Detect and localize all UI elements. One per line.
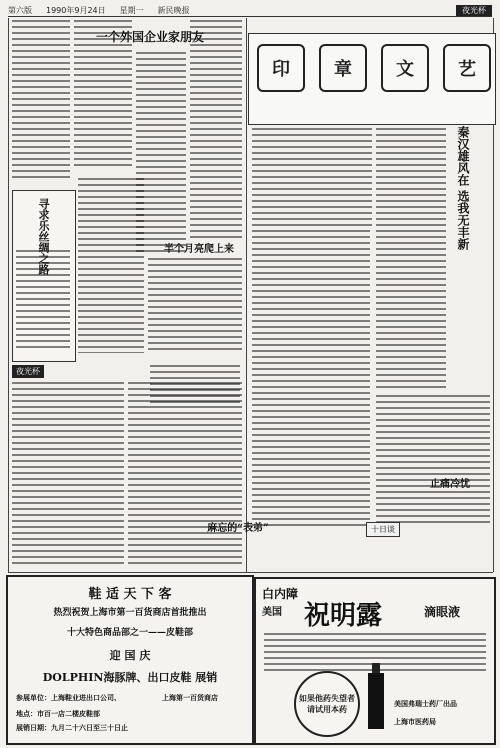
shoe-ad-unit1: 参展单位：上海鞋业进出口公司、	[16, 693, 121, 702]
column-1-text-top	[12, 20, 70, 180]
bottle-icon	[368, 673, 384, 729]
column-tag: 夜光杯	[12, 365, 44, 378]
article-title-2: 半个月亮爬上来	[164, 244, 234, 255]
seal-art-panel	[248, 33, 496, 125]
right-middle-text-1	[252, 128, 372, 226]
shoe-ad-address: 地点：市百一店二楼皮鞋部	[16, 709, 100, 718]
bottle-cap-icon	[372, 663, 380, 673]
article-title-3: 麻忘的“表弟”	[207, 523, 269, 534]
weekday: 星期一	[119, 5, 144, 15]
eye-ad-tag: 滴眼液	[424, 605, 461, 619]
seal-stamp-2: 章	[319, 44, 367, 92]
center-rule	[246, 18, 247, 572]
left-bottom-text-1	[12, 382, 124, 567]
left-margin-rule	[8, 18, 9, 572]
shoe-ad-unit2: 上海第一百货商店	[162, 693, 218, 702]
shoe-ad-line1: 热烈祝贺上海市第一百货商店首批推出	[53, 608, 207, 618]
column-name: 夜光杯	[456, 5, 492, 16]
ad-top-rule	[8, 572, 493, 573]
eye-ad-sub: 美国	[262, 607, 282, 618]
sidebar-text	[16, 250, 70, 352]
shoe-ad	[6, 575, 254, 745]
eye-ad-brand2: 祝明露	[304, 601, 383, 631]
issue-date: 1990年9月24日	[46, 5, 106, 15]
eye-ad-footer: 上海市医药局	[394, 717, 436, 726]
eye-ad-brand1: 白内障	[262, 587, 299, 601]
top-bar	[8, 4, 492, 17]
shoe-ad-line3: 迎 国 庆	[109, 649, 151, 662]
left-bottom-text-2	[128, 382, 242, 567]
shoe-ad-title: 鞋 适 天 下 客	[88, 587, 172, 602]
seal-stamp-1: 印	[257, 44, 305, 92]
article-title-4: 秦汉雄风在 选我无丰新	[456, 126, 470, 251]
right-middle-text-4	[376, 395, 490, 527]
article-title-5: 止痛冷忧	[430, 479, 470, 490]
right-middle-text-3	[252, 230, 370, 530]
column-4-text	[190, 20, 242, 240]
sidebar-title: 寻求乐丝绸之路	[37, 198, 50, 275]
eye-ad-seal: 如果他药失望者请试用本药	[294, 671, 360, 737]
paper-name: 新民晚报	[157, 5, 190, 15]
eye-drop-ad	[254, 577, 496, 745]
seal-stamp-4: 艺	[443, 44, 491, 92]
shoe-ad-line4: DOLPHIN海豚牌、出口皮鞋 展销	[42, 671, 218, 684]
shoe-ad-line2: 十大特色商品部之一——皮鞋部	[66, 628, 193, 638]
article-title-1: 一个外国企业家朋友	[95, 30, 204, 44]
right-middle-text-2	[376, 128, 446, 388]
eye-ad-note1: 美国弗瑞士药厂出品	[394, 699, 457, 708]
lower-left-text-2	[148, 258, 242, 353]
ten-days-tag: 十日谈	[366, 522, 400, 537]
lower-left-text-1	[78, 178, 144, 353]
page-number: 第六版	[8, 5, 32, 15]
shoe-ad-date: 展销日期：九月二十六日至三十日止	[16, 723, 128, 732]
seal-stamp-3: 文	[381, 44, 429, 92]
